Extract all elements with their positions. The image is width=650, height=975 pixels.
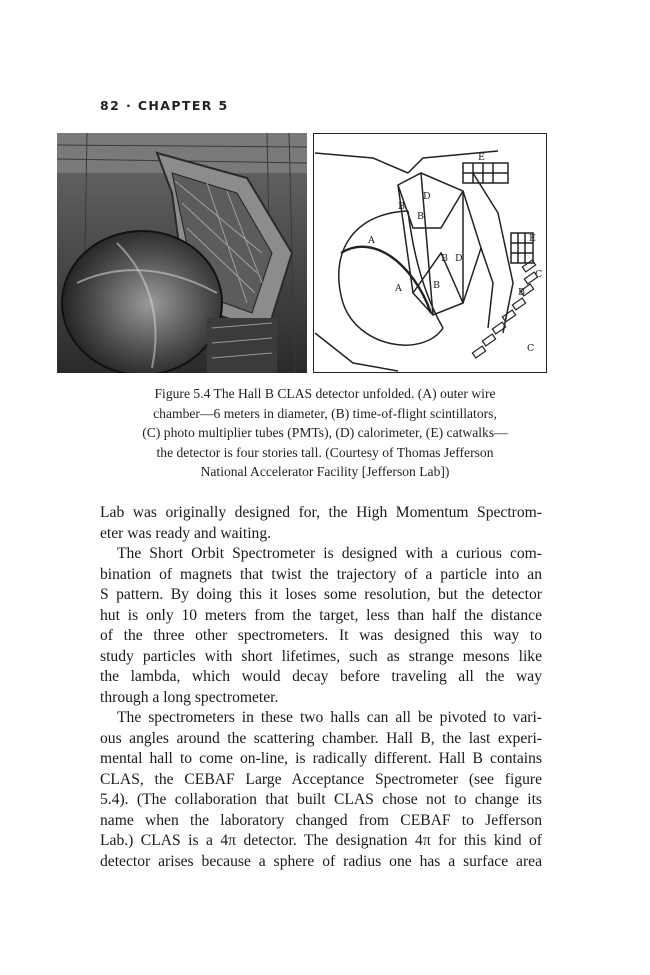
caption-line: Figure 5.4 The Hall B CLAS detector unfolded. (A) outer wire [154,386,496,401]
body-text [100,503,542,872]
text-line: Lab.) CLAS is a 4π detector. The designation 4π for this kind of [100,832,542,849]
text-line: name when the laboratory changed from CEBAF to Jefferson [100,811,542,829]
text-line: ous angles around the scattering chamber. Hall B, the last experi- [100,729,542,747]
caption-line: National Accelerator Facility [Jefferson Lab]) [200,464,450,480]
caption-line: chamber—6 meters in diameter, (B) time-of-flight scintillators, [153,405,497,421]
text-line: S pattern. By doing this it loses some resolution, but the detector [100,586,542,603]
diagram-label-e-top: E [478,152,485,163]
clas-detector-diagram [313,133,547,373]
caption-line: the detector is four stories tall. (Courtesy of Thomas Jefferson [156,444,494,460]
running-head: 82 · CHAPTER 5 [100,98,229,113]
text-line: bination of magnets that twist the trajectory of a particle into an [100,565,542,583]
text-line: hut is only 10 meters from the target, less than half the distance [100,606,542,624]
diagram-label-d-upper: D [423,191,431,202]
text-line: of the three other spectrometers. It was designed this way to [100,627,542,644]
text-line: 5.4). (The collaboration that built CLAS chose not to change its [100,791,542,808]
clas-detector-photo [57,133,307,373]
diagram-label-b-upper-right: B [417,211,424,222]
text-line: Lab was originally designed for, the High Momentum Spectrom- [100,504,542,521]
diagram-label-d-middle: D [455,253,463,264]
figure-5-4 [57,133,547,373]
diagram-label-a-upper: A [368,235,375,246]
diagram-label-c-lower: C [527,343,535,354]
diagram-label-e-right: E [529,233,536,244]
diagram-label-b-upper-left: B [398,201,405,212]
figure-caption [100,384,550,482]
diagram-label-b-middle: B [441,253,448,264]
text-line: mental hall to come on-line, is radically different. Hall B contains [100,750,542,767]
text-line: eter was ready and waiting. [100,524,272,542]
caption-line: (C) photo multiplier tubes (PMTs), (D) calorimeter, (E) catwalks— [142,425,508,441]
text-line: study particles with short lifetimes, such as strange mesons like [100,647,542,665]
diagram-label-c-upper: C [535,269,543,280]
text-line: through a long spectrometer. [100,688,279,706]
text-line: the lambda, which would decay before traveling all the way [100,668,542,685]
text-line: The spectrometers in these two halls can all be pivoted to vari- [117,709,542,726]
text-line: The Short Orbit Spectrometer is designed with a curious com- [117,545,542,562]
diagram-label-b-right: B [518,287,525,298]
text-line: CLAS, the CEBAF Large Acceptance Spectrometer (see figure [100,770,542,788]
text-line: detector arises because a sphere of radius one has a surface area [100,852,542,870]
diagram-label-a-lower: A [395,283,402,294]
diagram-label-b-lower: B [433,280,440,291]
